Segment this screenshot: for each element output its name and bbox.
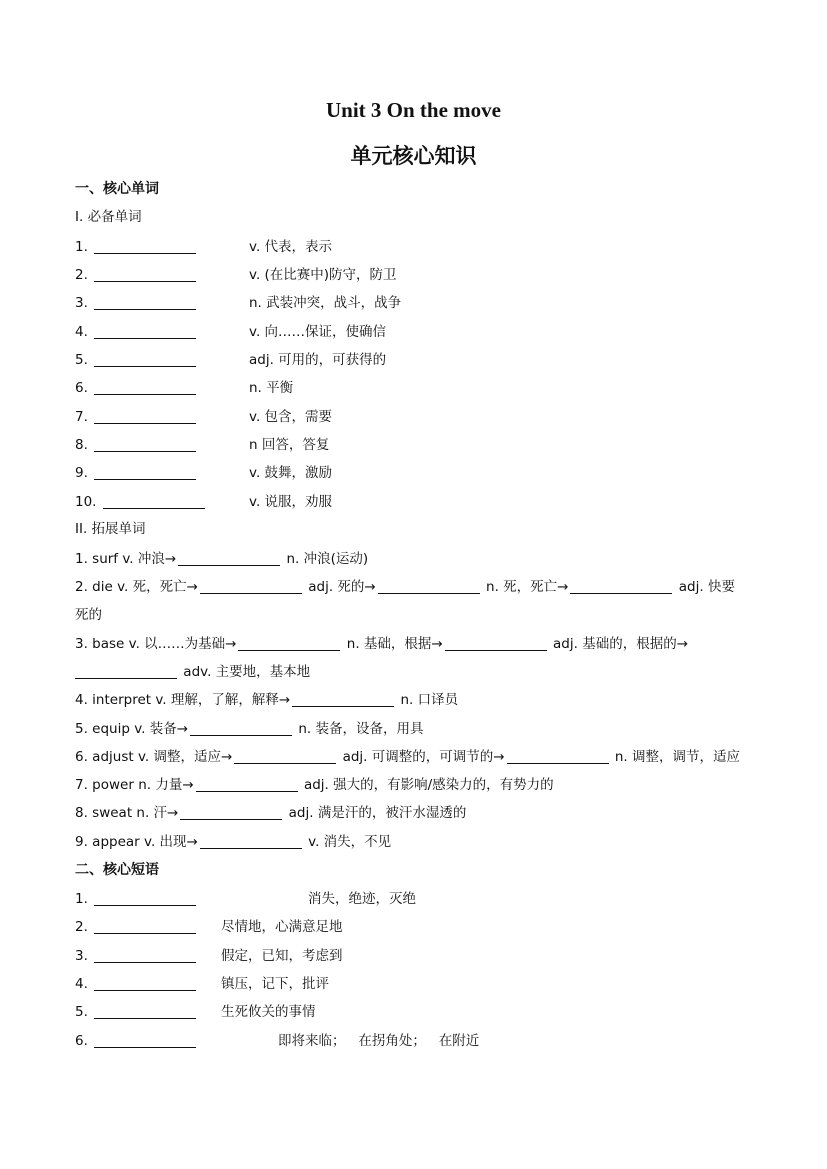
answer-blank[interactable] — [94, 947, 196, 963]
item-meaning: 生死攸关的事情 — [221, 1004, 316, 1020]
item-meaning: n 回答，答复 — [249, 437, 330, 453]
list-item: 5. — [75, 1002, 198, 1022]
answer-blank[interactable] — [292, 691, 394, 707]
document-title: Unit 3 On the move — [326, 98, 501, 122]
list-item: 1. — [75, 237, 198, 257]
answer-blank[interactable] — [94, 266, 196, 282]
item-meaning: 假定，已知，考虑到 — [221, 948, 343, 964]
list-item: 1. surf v. 冲浪→ n. 冲浪(运动) — [75, 551, 369, 567]
item-meaning: n. 平衡 — [249, 380, 294, 396]
list-item: 4. interpret v. 理解，了解，解释→ n. 口译员 — [75, 692, 459, 708]
item-meaning: 镇压，记下，批评 — [221, 976, 329, 992]
item-meaning: v. 鼓舞，激励 — [249, 465, 333, 481]
list-item: 2. die v. 死，死亡→ adj. 死的→ n. 死，死亡→ adj. 快要 — [75, 579, 735, 595]
answer-blank[interactable] — [94, 379, 196, 395]
list-item: 8. sweat n. 汗→ adj. 满是汗的，被汗水湿透的 — [75, 805, 467, 821]
list-item: 9. appear v. 出现→ v. 消失，不见 — [75, 834, 392, 850]
answer-blank[interactable] — [178, 550, 280, 566]
list-item: 3. — [75, 293, 198, 313]
list-item: 2. — [75, 265, 198, 285]
list-item: 5. — [75, 350, 198, 370]
list-item: 10. — [75, 492, 207, 512]
list-item: 9. — [75, 463, 198, 483]
list-item: 5. equip v. 装备→ n. 装备，设备，用具 — [75, 721, 424, 737]
part1-heading: I. 必备单词 — [75, 209, 142, 225]
list-item: 6. — [75, 378, 198, 398]
list-item: 8. — [75, 435, 198, 455]
item-meaning: 尽情地，心满意足地 — [221, 919, 343, 935]
answer-blank[interactable] — [75, 663, 177, 679]
item-meaning: n. 武装冲突，战斗，战争 — [249, 295, 402, 311]
answer-blank[interactable] — [190, 720, 292, 736]
answer-blank[interactable] — [234, 748, 336, 764]
answer-blank[interactable] — [200, 833, 302, 849]
answer-blank[interactable] — [94, 436, 196, 452]
answer-blank[interactable] — [94, 975, 196, 991]
answer-blank[interactable] — [196, 776, 298, 792]
list-item: 7. power n. 力量→ adj. 强大的，有影响/感染力的，有势力的 — [75, 777, 554, 793]
answer-blank[interactable] — [94, 464, 196, 480]
item-meaning: adj. 可用的，可获得的 — [249, 352, 387, 368]
section1-heading: 一、核心单词 — [75, 181, 159, 197]
list-item: 2. — [75, 917, 198, 937]
list-item: 3. — [75, 946, 198, 966]
item-meaning: v. 代表，表示 — [249, 239, 333, 255]
item-meaning: v. 包含，需要 — [249, 409, 333, 425]
list-item: 4. — [75, 322, 198, 342]
answer-blank[interactable] — [180, 804, 282, 820]
list-item: 6. adjust v. 调整，适应→ adj. 可调整的，可调节的→ n. 调整，调节，适应 — [75, 749, 741, 765]
part2-heading: II. 拓展单词 — [75, 521, 146, 537]
answer-blank[interactable] — [94, 890, 196, 906]
answer-blank[interactable] — [445, 635, 547, 651]
item-meaning: 消失，绝迹，灭绝 — [308, 891, 416, 907]
answer-blank[interactable] — [94, 1003, 196, 1019]
list-item: 4. — [75, 974, 198, 994]
answer-blank[interactable] — [94, 323, 196, 339]
answer-blank[interactable] — [94, 918, 196, 934]
answer-blank[interactable] — [570, 578, 672, 594]
list-item-continuation: 死的 — [75, 607, 102, 623]
answer-blank[interactable] — [238, 635, 340, 651]
answer-blank[interactable] — [94, 238, 196, 254]
answer-blank[interactable] — [200, 578, 302, 594]
answer-blank[interactable] — [507, 748, 609, 764]
document-subtitle: 单元核心知识 — [350, 144, 477, 168]
list-item: 7. — [75, 407, 198, 427]
answer-blank[interactable] — [94, 351, 196, 367]
list-item: 6. — [75, 1031, 198, 1051]
item-meaning: v. 向……保证，使确信 — [249, 324, 387, 340]
answer-blank[interactable] — [94, 408, 196, 424]
answer-blank[interactable] — [94, 1032, 196, 1048]
item-meaning: 即将来临； 在拐角处； 在附近 — [278, 1033, 480, 1049]
item-meaning: v. 说服，劝服 — [249, 494, 333, 510]
section2-heading: 二、核心短语 — [75, 862, 159, 878]
answer-blank[interactable] — [378, 578, 480, 594]
list-item: 1. — [75, 889, 198, 909]
item-meaning: v. (在比赛中)防守，防卫 — [249, 267, 397, 283]
answer-blank[interactable] — [94, 294, 196, 310]
answer-blank[interactable] — [103, 493, 205, 509]
list-item: 3. base v. 以……为基础→ n. 基础，根据→ adj. 基础的，根据的→ — [75, 636, 689, 652]
list-item-continuation: adv. 主要地，基本地 — [75, 662, 310, 682]
